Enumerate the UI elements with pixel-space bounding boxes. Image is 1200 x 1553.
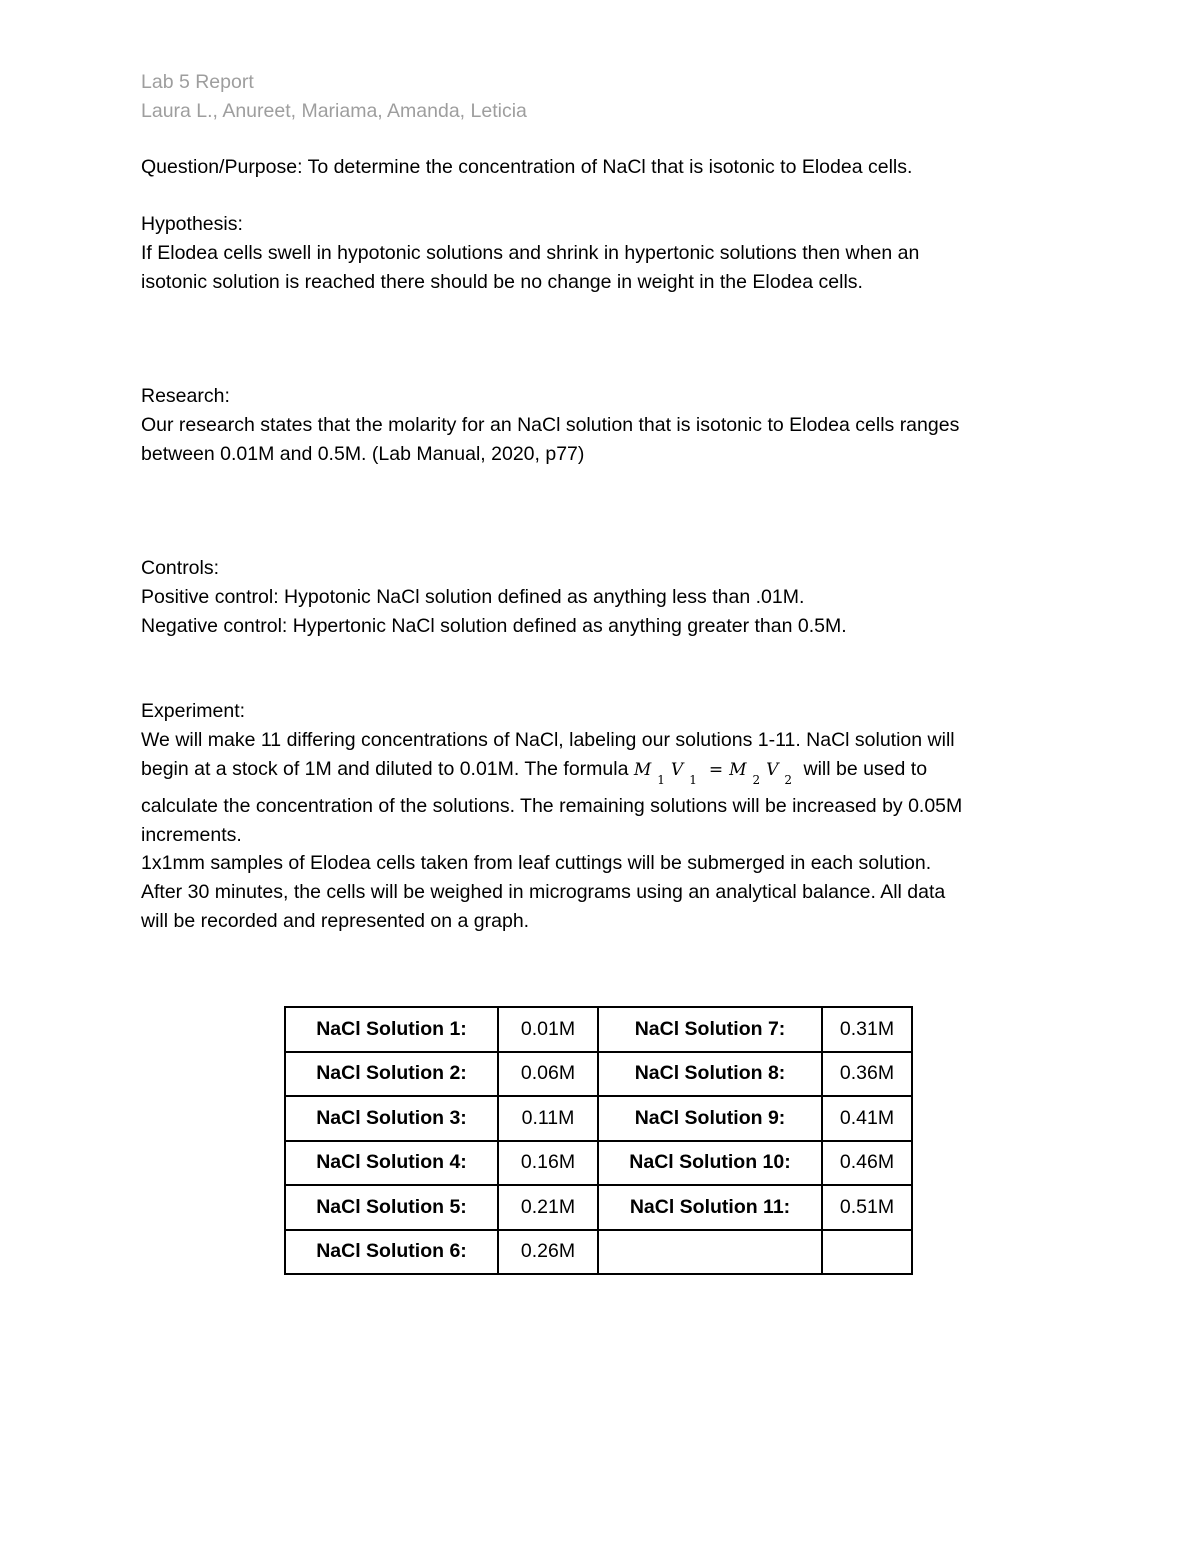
solution-label: NaCl Solution 3: xyxy=(285,1096,498,1141)
dilution-formula xyxy=(633,759,798,787)
formula-m2: M xyxy=(729,759,747,780)
solution-label: NaCl Solution 4: xyxy=(285,1141,498,1186)
solution-value: 0.41M xyxy=(822,1096,912,1141)
solution-label: NaCl Solution 11: xyxy=(598,1185,822,1230)
solution-label: NaCl Solution 8: xyxy=(598,1052,822,1097)
hypothesis-line-1: If Elodea cells swell in hypotonic solutions and shrink in hypertonic solutions then when an xyxy=(141,241,920,264)
formula-sub-2b: 2 xyxy=(784,772,793,787)
formula-equals: = xyxy=(708,759,724,780)
negative-control: Negative control: Hypertonic NaCl solution defined as anything greater than 0.5M. xyxy=(141,614,847,637)
experiment-line-2-start: begin at a stock of 1M and diluted to 0.01M. The formula xyxy=(141,757,634,780)
solution-label: NaCl Solution 6: xyxy=(285,1230,498,1275)
experiment-line-3: calculate the concentration of the solutions. The remaining solutions will be increased by 0.05M xyxy=(141,794,963,817)
solution-value: 0.06M xyxy=(498,1052,598,1097)
formula-v1: V xyxy=(670,759,684,780)
solution-value: 0.16M xyxy=(498,1141,598,1186)
experiment-line-4: increments. xyxy=(141,823,242,846)
table-row xyxy=(285,1007,912,1052)
experiment-heading: Experiment: xyxy=(141,700,246,723)
experiment-line-6: After 30 minutes, the cells will be weighed in micrograms using an analytical balance. All data xyxy=(141,880,946,903)
experiment-line-5: 1x1mm samples of Elodea cells taken from leaf cuttings will be submerged in each solution. xyxy=(141,852,932,875)
hypothesis-line-2: isotonic solution is reached there should be no change in weight in the Elodea cells. xyxy=(141,270,863,293)
document-page xyxy=(141,68,1061,935)
table-row xyxy=(285,1230,912,1275)
solution-value: 0.31M xyxy=(822,1007,912,1052)
spacer xyxy=(141,296,1061,382)
formula-m1: M xyxy=(633,759,652,780)
solutions-table xyxy=(284,1006,913,1275)
table-row xyxy=(285,1141,912,1186)
formula-sub-2a: 2 xyxy=(752,772,761,787)
research-line-1: Our research states that the molarity for an NaCl solution that is isotonic to Elodea cells ranges xyxy=(141,413,960,436)
experiment-line-2-end: will be used to xyxy=(798,757,928,780)
spacer xyxy=(141,125,1061,153)
empty-cell xyxy=(598,1230,822,1275)
solution-value: 0.26M xyxy=(498,1230,598,1275)
formula-v2: V xyxy=(766,759,779,780)
solution-value: 0.51M xyxy=(822,1185,912,1230)
experiment-line-7: will be recorded and represented on a graph. xyxy=(141,909,530,932)
solution-value: 0.11M xyxy=(498,1096,598,1141)
formula-sub-1b: 1 xyxy=(689,772,697,787)
spacer xyxy=(141,182,1061,210)
solution-value: 0.21M xyxy=(498,1185,598,1230)
solution-value: 0.01M xyxy=(498,1007,598,1052)
controls-heading: Controls: xyxy=(141,557,220,580)
solution-value: 0.36M xyxy=(822,1052,912,1097)
hypothesis-heading: Hypothesis: xyxy=(141,213,243,236)
solution-value: 0.46M xyxy=(822,1141,912,1186)
solution-label: NaCl Solution 2: xyxy=(285,1052,498,1097)
experiment-line-2 xyxy=(141,755,1061,792)
table-row xyxy=(285,1096,912,1141)
purpose-statement: Question/Purpose: To determine the concentration of NaCl that is isotonic to Elodea cells. xyxy=(141,156,913,179)
table-row xyxy=(285,1185,912,1230)
research-heading: Research: xyxy=(141,385,230,408)
empty-cell xyxy=(822,1230,912,1275)
solution-label: NaCl Solution 10: xyxy=(598,1141,822,1186)
solution-label: NaCl Solution 9: xyxy=(598,1096,822,1141)
document-title: Lab 5 Report xyxy=(141,71,254,93)
positive-control: Positive control: Hypotonic NaCl solution defined as anything less than .01M. xyxy=(141,586,805,609)
research-line-2: between 0.01M and 0.5M. (Lab Manual, 2020, p77) xyxy=(141,442,585,465)
spacer xyxy=(141,640,1061,697)
spacer xyxy=(141,468,1061,554)
author-list: Laura L., Anureet, Mariama, Amanda, Leticia xyxy=(141,99,527,122)
formula-sub-1a: 1 xyxy=(657,772,665,787)
solution-label: NaCl Solution 1: xyxy=(285,1007,498,1052)
solution-label: NaCl Solution 5: xyxy=(285,1185,498,1230)
solution-label: NaCl Solution 7: xyxy=(598,1007,822,1052)
table-row xyxy=(285,1052,912,1097)
experiment-line-1: We will make 11 differing concentrations of NaCl, labeling our solutions 1-11. NaCl solution will xyxy=(141,729,955,752)
